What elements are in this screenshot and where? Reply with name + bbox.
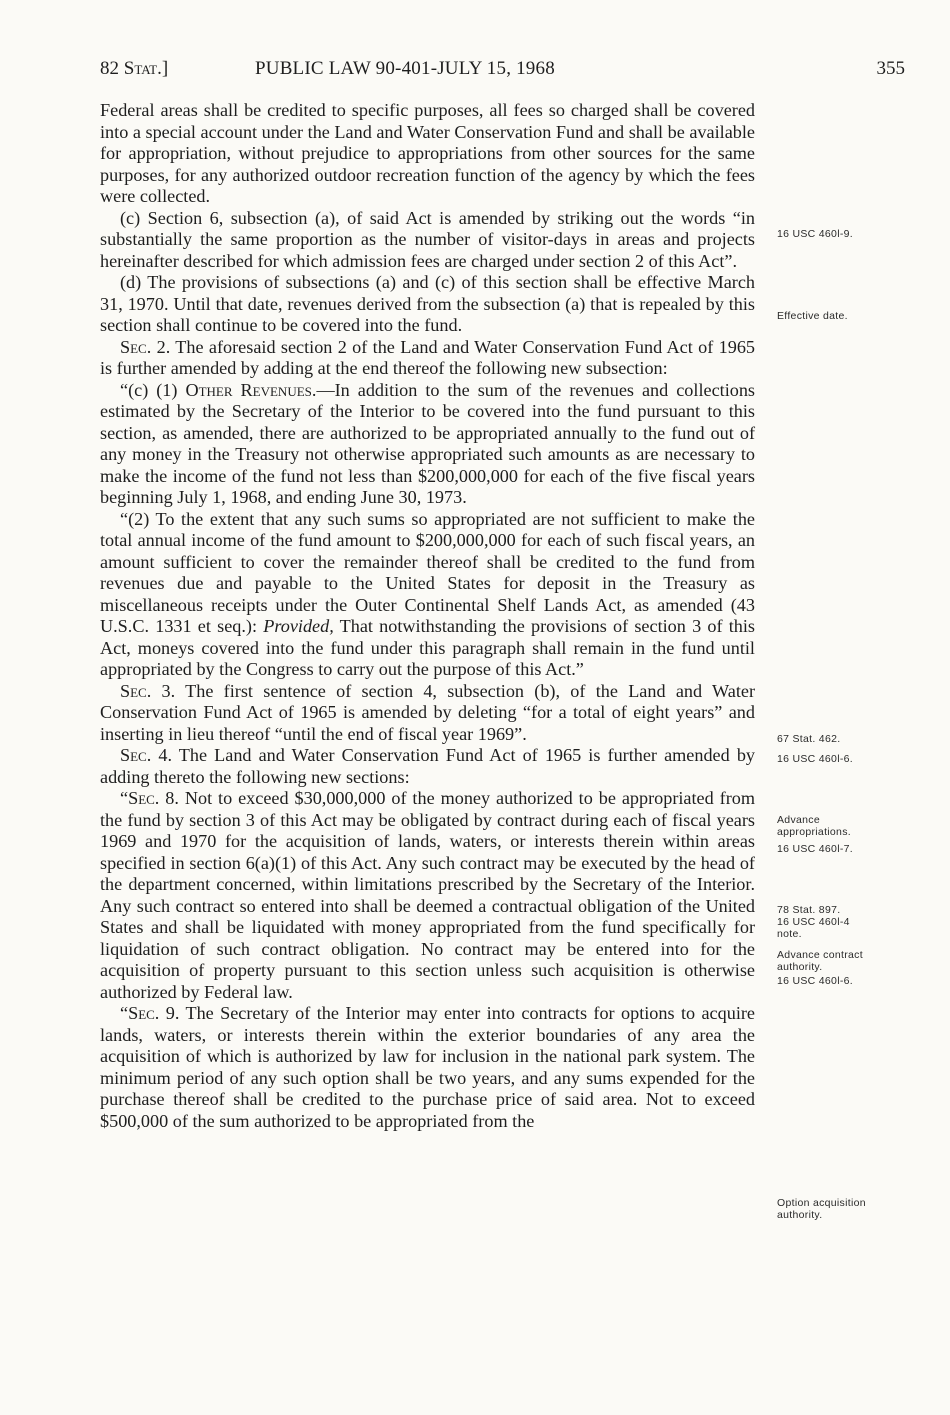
paragraph-other-revenues: “(c) (1) Other Revenues.—In addition to the sum of the revenues and collections estimated by the Secretary of the Interior to be covered into the fund pursuant to this section, as amended, there are authorized to be appropriated annually to the fund out of any money in the Treasury not otherwise appropriated such amounts as are necessary to make the income of the fund not less than $200,000,000 for each of the five fiscal years beginning July 1, 1968, and ending June 30, 1973. [100, 379, 756, 507]
section-label: “Sec. 9. [120, 1003, 180, 1023]
page-number: 355 [876, 58, 905, 79]
paragraph-d: (d) The provisions of subsections (a) and (c) of this section shall be effective March 31, 1970. Until that date, revenues derived from the subsection (a) that is repealed by this section shall continue to be covered into the fund. [100, 272, 755, 335]
paragraph-sec9: “Sec. 9. The Secretary of the Interior may enter into contracts for options to acquire lands, waters, or interests therein within the exterior boundaries of any area the acquisition of which is authorized by law for inclusion in the national park system. The minimum period of any such option shall be two years, and any sums expended for the purchase thereof shall be credited to the purchase price of said area. Not to exceed $500,000 of the sum authorized to be appropriated from the [100, 1003, 756, 1131]
paragraph-sec4: Sec. 4. The Land and Water Conservation Fund Act of 1965 is further amended by adding thereto the following new sections: [100, 745, 756, 787]
section-label: “Sec. 8. [120, 788, 179, 808]
paragraph-sec2: Sec. 2. The aforesaid section 2 of the Land and Water Conservation Fund Act of 1965 is further amended by adding at the end thereof the following new subsection: [100, 336, 756, 378]
running-header [100, 54, 910, 84]
section-label: Sec. 2. [120, 336, 171, 357]
law-title: PUBLIC LAW 90-401-JULY 15, 1968 [255, 58, 555, 79]
margin-note-usc: 16 USC 460l-7. [777, 843, 853, 855]
margin-note-usc: 16 USC 460l-6. [777, 753, 853, 765]
margin-note-effective-date: Effective date. [777, 310, 848, 322]
margin-note-advance-appropriations: Advance appropriations. [777, 814, 851, 838]
margin-note-advance-contract: Advance contract authority. [777, 949, 863, 973]
section-label: Sec. 4. [120, 745, 173, 765]
margin-note-stat: 78 Stat. 897. [777, 904, 841, 916]
margin-note-usc-note: 16 USC 460l-4 note. [777, 916, 850, 940]
section-label: Sec. 3. [120, 680, 176, 701]
paragraph-sec8: “Sec. 8. Not to exceed $30,000,000 of the money authorized to be appropriated from the fund by section 3 of this Act may be obligated by contract during each of fiscal years 1969 and 1970 for the acquisition of lands, waters, or interests therein within areas specified in section 6(a)(1) of this Act. Any such contract may be executed by the head of the department concerned, within limitations prescribed by the Secretary of the Interior. Any such contract so entered into shall be deemed a contractual obligation of the United States and shall be liquidated with money appropriated from the fund specifically for liquidation of such contract obligation. No contract may be entered into for the acquisition of property pursuant to this section unless such acquisition is otherwise authorized by Federal law. [100, 788, 755, 1002]
volume-citation: 82 Stat.] [100, 58, 169, 79]
paragraph-c: (c) Section 6, subsection (a), of said Act is amended by striking out the words “in substantially the same proportion as the number of visitor-days in areas and projects hereinafter described for which admission fees are charged under section 2 of this Act”. [100, 207, 755, 271]
margin-note-usc: 16 USC 460l-6. [777, 975, 853, 987]
paragraph-sec3: Sec. 3. The first sentence of section 4, subsection (b), of the Land and Water Conservation Fund Act of 1965 is amended by deleting “for a total of eight years” and inserting in lieu thereof “until the end of fiscal year 1969”. [100, 680, 755, 744]
paragraph-2: “(2) To the extent that any such sums so appropriated are not sufficient to make the total annual income of the fund amount to $200,000,000 for each of such fiscal years, an amount sufficient to cover the remainder thereof shall be credited to the fund from revenues due and payable to the United States for deposit in the Treasury as miscellaneous receipts under the Outer Continental Shelf Lands Act, as amended (43 U.S.C. 1331 et seq.): Provided, That notwithstanding the provisions of section 3 of this Act, moneys covered into the fund under this paragraph shall remain in the fund until appropriated by the Congress to carry out the purpose of this Act.” [100, 508, 755, 679]
subsection-heading: Other Revenues. [185, 379, 317, 400]
margin-note-stat: 67 Stat. 462. [777, 733, 841, 745]
margin-note-option-acquisition: Option acquisition authority. [777, 1197, 866, 1221]
margin-note-usc: 16 USC 460l-9. [777, 228, 853, 240]
paragraph-fees: Federal areas shall be credited to specific purposes, all fees so charged shall be covered into a special account under the Land and Water Conservation Fund and shall be available for appropriation, without prejudice to appropriations from other sources for the same purposes, for any authorized outdoor recreation function of the agency by which the fees were collected. [100, 100, 755, 206]
body-text [100, 100, 755, 1132]
